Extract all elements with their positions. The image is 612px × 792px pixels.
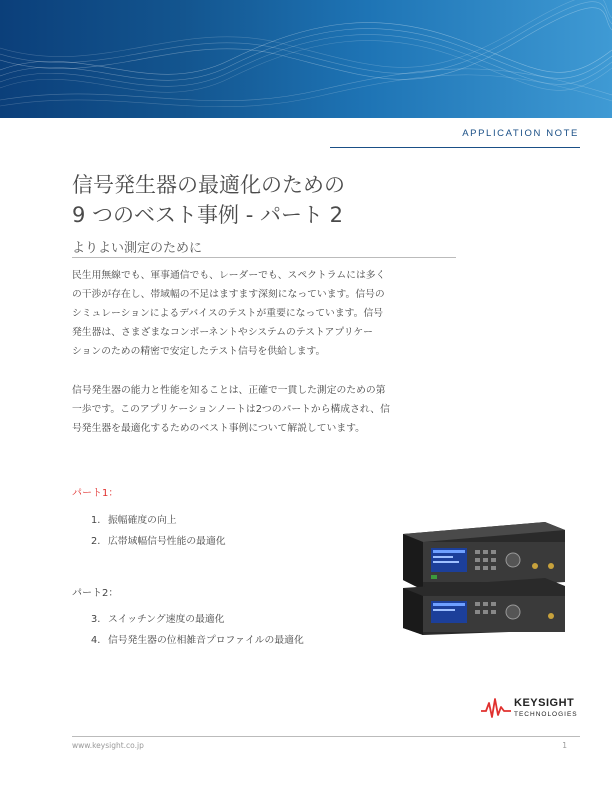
page-title [72,170,492,230]
list-item-number: 3. [91,614,101,625]
banner-wave-graphic [0,0,612,118]
list-item-text: 広帯域幅信号性能の最適化 [108,536,226,547]
para1-line: 発生器は、さまざまなコンポーネントやシステムのテストアプリケー [72,327,373,338]
part2-list [91,609,304,651]
logo-wordmark: KEYSIGHT [514,697,575,709]
part1-list [91,510,226,552]
footer-url: www.keysight.co.jp [72,741,144,750]
para1-line: の干渉が存在し、帯域幅の不足はますます深刻になっています。信号の [72,289,385,300]
footer-rule [72,736,580,737]
subtitle-rule [72,257,456,258]
list-item [91,510,226,531]
para1-line: シミュレーションによるデバイスのテストが重要になっています。信号 [72,308,384,319]
logo-subtext: TECHNOLOGIES [514,711,578,718]
part2-heading: パート2： [72,588,119,599]
title-line-1: 信号発生器の最適化のための [72,173,345,197]
para2-line: 号発生器を最適化するためのベスト事例について解説しています。 [72,423,365,434]
para1-line: ションのための精密で安定したテスト信号を供給します。 [72,346,326,357]
header-banner [0,0,612,118]
header-rule [330,147,580,148]
title-line-2: 9 つのベスト事例 - パート 2 [72,203,343,227]
list-item-number: 4. [91,635,101,646]
para2-line: 信号発生器の能力と性能を知ることは、正確で一貫した測定のための第 [72,385,386,396]
para1-line: 民生用無線でも、軍事通信でも、レーダーでも、スペクトラムには多く [72,270,386,281]
list-item-number: 1. [91,515,101,526]
list-item-text: 振幅確度の向上 [108,515,177,526]
list-item [91,630,304,651]
intro-paragraph [72,266,438,361]
list-item-number: 2. [91,536,101,547]
keysight-logo-icon [480,697,512,719]
second-paragraph [72,381,438,438]
list-item [91,609,304,630]
page-subtitle: よりよい測定のために [72,241,203,256]
part1-heading: パート1： [72,488,119,499]
list-item-text: スイッチング速度の最適化 [108,614,225,625]
list-item [91,531,226,552]
document-type-label: APPLICATION NOTE [462,128,579,139]
para2-line: 一歩です。このアプリケーションノートは2つのパートから構成され、信 [72,404,390,415]
signal-generator-product-image [395,520,567,635]
list-item-text: 信号発生器の位相雑音プロファイルの最適化 [108,635,304,646]
page-number: 1 [562,741,567,750]
